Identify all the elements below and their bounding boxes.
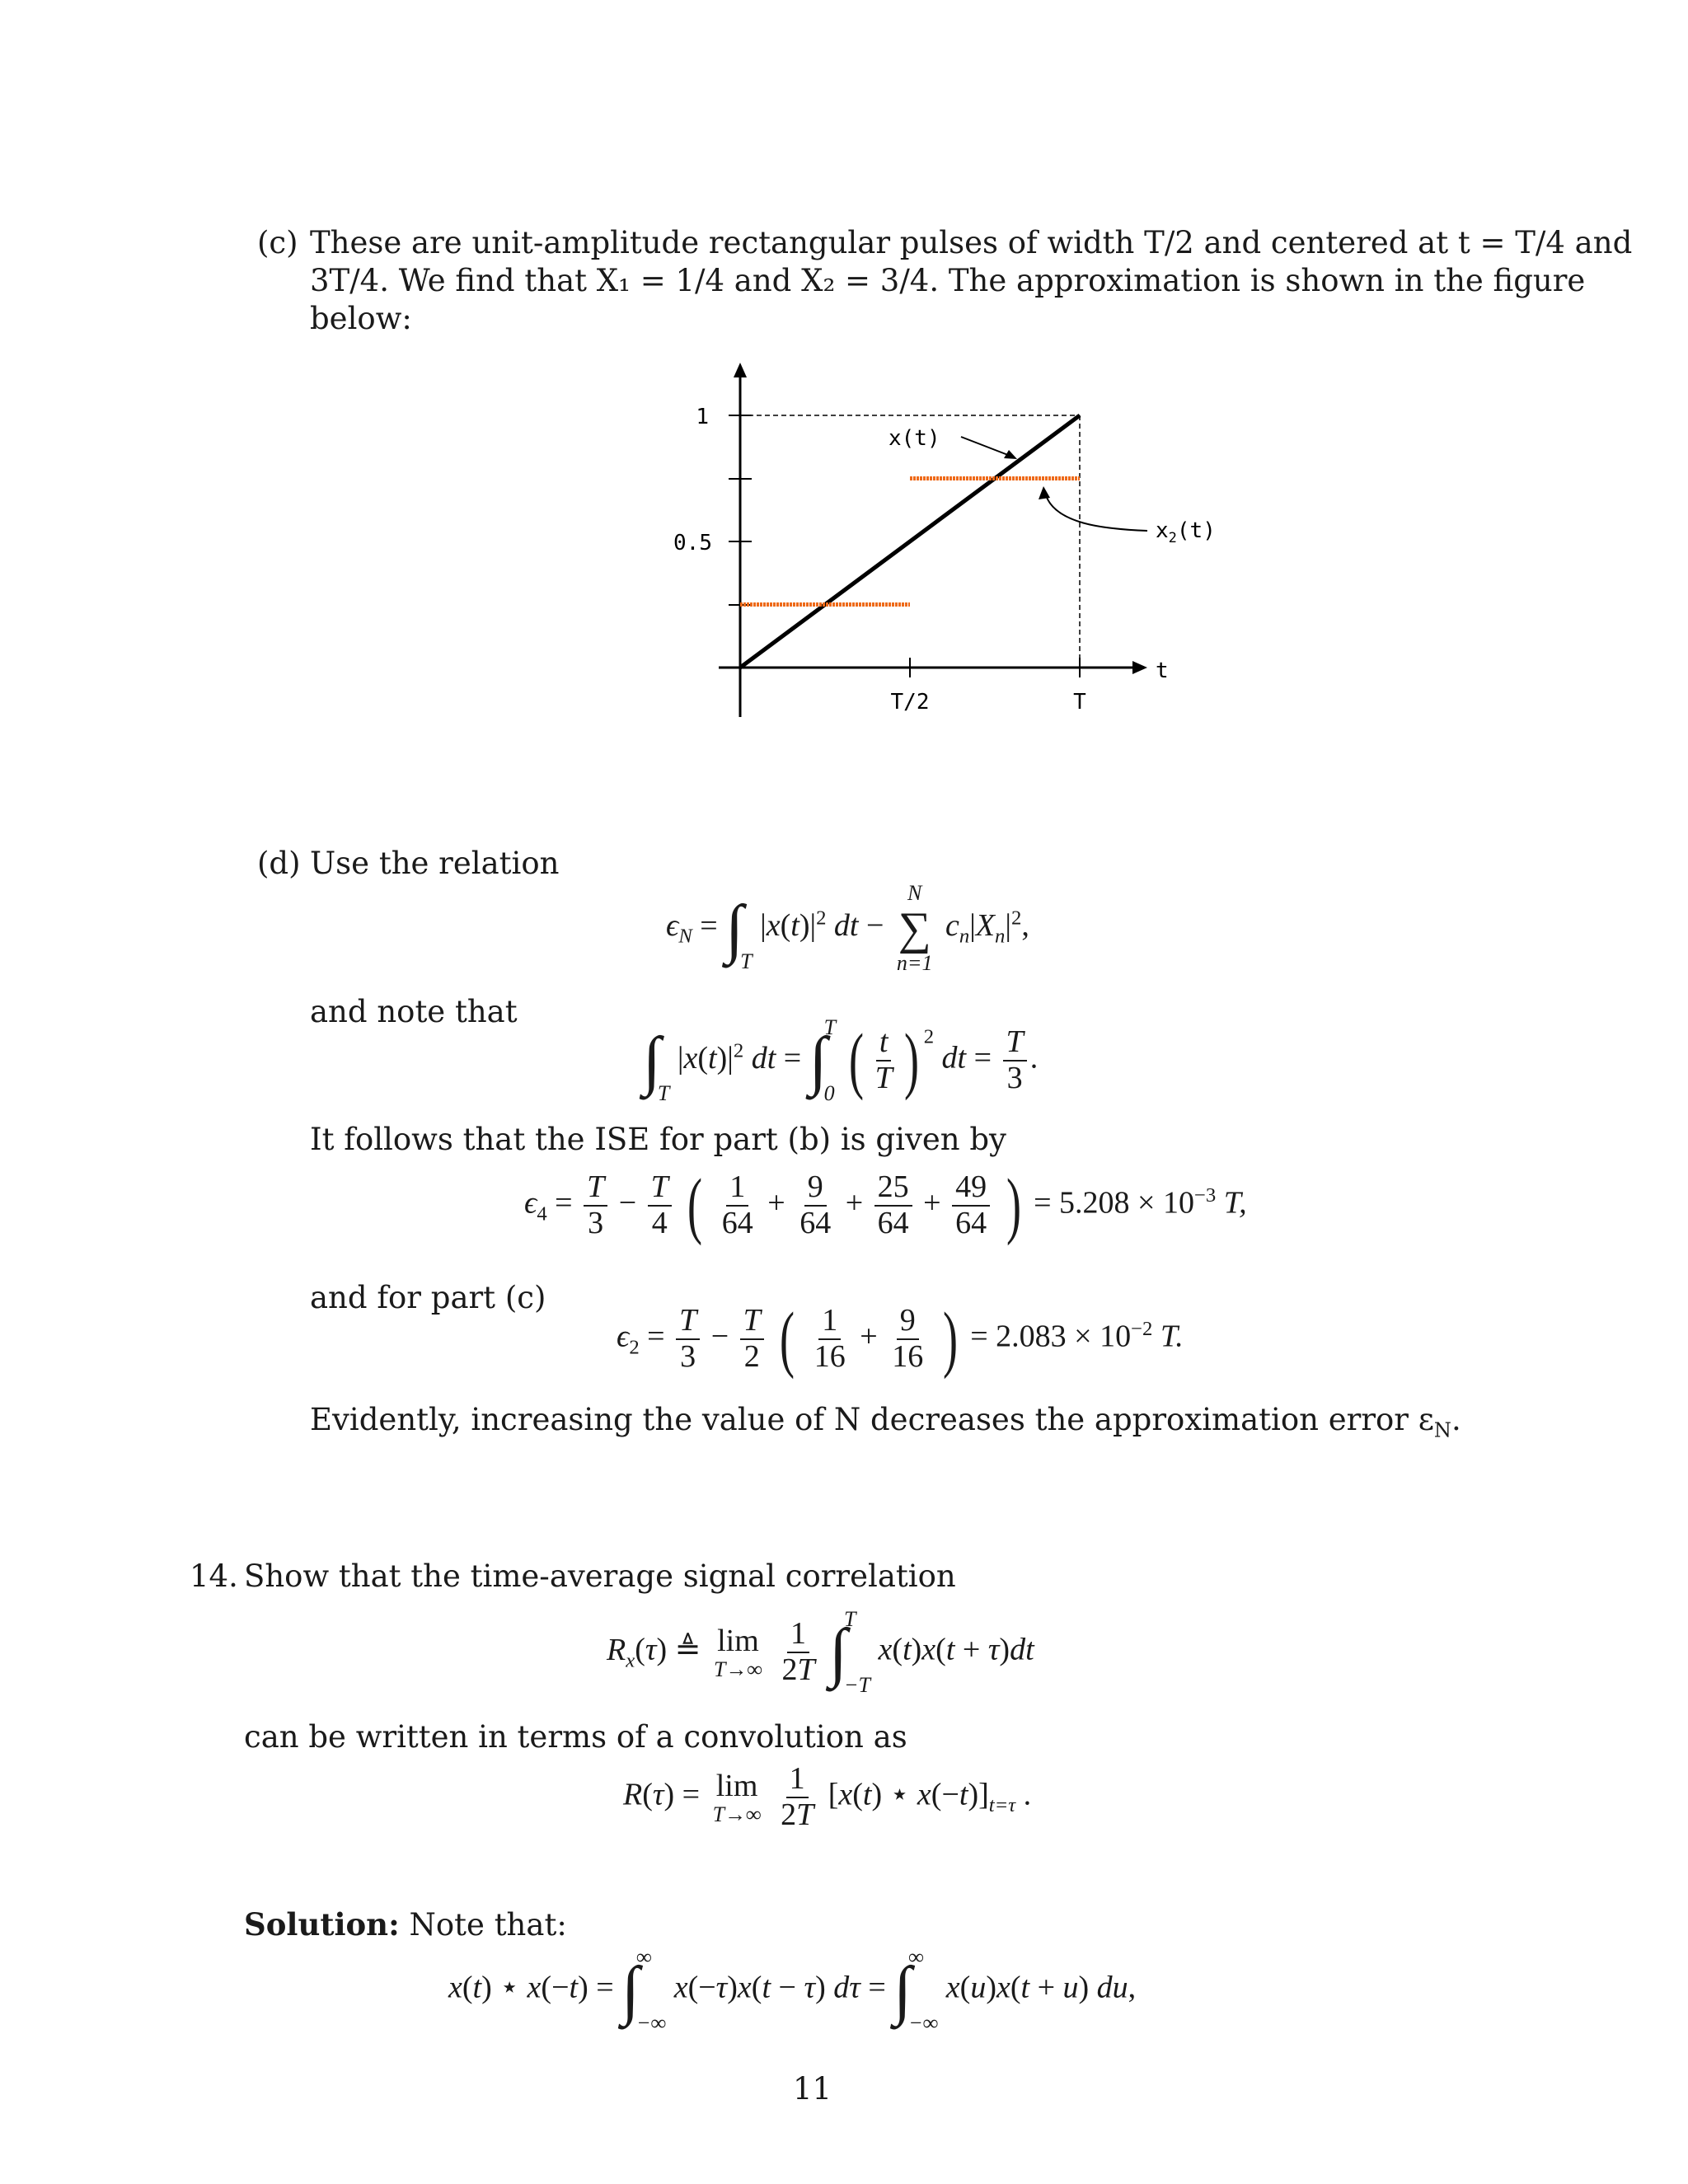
x2-t-pointer — [1045, 493, 1147, 531]
x-t-line — [740, 415, 1080, 668]
part-d-for-c: and for part (c) — [310, 1280, 546, 1315]
x2-t-arrowhead — [1039, 486, 1050, 499]
eq-eps-4: $\epsilon_4$ = $\frac{T}{3}$ − $\frac{T}{4}$ ( $\frac{1}{64}$ + $\frac{9}{64}$ + $\frac{25}{64}$ + $\frac{49}{64}$ ) = $5.208 \times 10^{-3}$ T, — [524, 1165, 1247, 1246]
eps4-result: = 5.208 × 10 — [1034, 1185, 1194, 1221]
eq-eps-n: $\epsilon_N$ = ∫ T $|x(t)|^2$ dt − N ∑ n=1 $c_n|X_n|^2$, — [666, 881, 1029, 975]
part-c-line1: These are unit-amplitude rectangular pulses of width T/2 and centered at t = T/4 and — [310, 225, 1633, 260]
eps4-tail: T, — [1223, 1185, 1247, 1221]
part-d-follows: It follows that the ISE for part (b) is given by — [310, 1122, 1006, 1157]
eq-energy: ∫ T $|x(t)|^2$ dt = ∫ T 0 ( $\frac{t}{T}$ ) $^2$ dt = $\frac{T}{3}$ . — [643, 1015, 1039, 1105]
eps2-tail: T. — [1160, 1319, 1184, 1354]
eq-correlation-def: $R_x(\tau)$ ≜ lim T→∞ $\frac{1}{2T}$ ∫ T −T x(t)x(t + τ)dt — [607, 1607, 1034, 1697]
x-axis-arrow — [1132, 661, 1147, 674]
eps2-result: = 2.083 × 10 — [970, 1319, 1132, 1354]
part-d-evidently: Evidently, increasing the value of N decreases the approximation error $\varepsilon_N$. — [310, 1402, 1461, 1442]
eq-correlation-conv: R(τ) = lim T→∞ $\frac{1}{2T}$ [x(t) ⋆ $x(-t)]_{t=\tau}$ . — [623, 1761, 1032, 1832]
part-c-line3: below: — [310, 301, 412, 336]
eps2-exponent: −2 — [1131, 1318, 1153, 1341]
part-d-label: (d) — [257, 846, 301, 881]
eq-convolution-expansion: x(t) ⋆ x(−t) = ∫ ∞ −∞ x(−τ)x(t − τ) dτ = ∫ ∞ −∞ x(u)x(t + u) du, — [448, 1945, 1137, 2035]
x-tick-label-half: T/2 — [890, 690, 930, 715]
problem-14-conv: can be written in terms of a convolution as — [244, 1719, 907, 1755]
approximation-figure — [643, 354, 1236, 733]
y-tick-label-1: 1 — [696, 405, 709, 429]
x-tick-label-T: T — [1073, 690, 1086, 715]
part-c-line2: 3T/4. We find that X₁ = 1/4 and X₂ = 3/4. The approximation is shown in the figure — [310, 263, 1586, 298]
problem-14-label: 14. — [190, 1558, 238, 1594]
eps4-exponent: −3 — [1193, 1184, 1217, 1207]
problem-14-intro: Show that the time-average signal correlation — [244, 1558, 956, 1594]
solution-line: Solution: Note that: — [244, 1906, 567, 1943]
y-tick-label-05: 0.5 — [673, 531, 712, 555]
y-axis-arrow — [734, 363, 747, 377]
part-d-intro: Use the relation — [310, 846, 560, 881]
x-t-pointer — [961, 437, 1012, 457]
x-t-label: x(t) — [889, 426, 940, 451]
part-d-note: and note that — [310, 994, 518, 1029]
part-c-label: (c) — [257, 225, 298, 260]
x-axis-label: t — [1156, 658, 1169, 683]
eq-eps-2: $\epsilon_2$ = $\frac{T}{3}$ − $\frac{T}{2}$ ( $\frac{1}{16}$ + $\frac{9}{16}$ ) = $2.083 \times 10^{-2}$ T. — [617, 1298, 1184, 1380]
x2-t-label: $x_2(t)$ — [1156, 518, 1216, 546]
page-number: 11 — [793, 2071, 832, 2107]
